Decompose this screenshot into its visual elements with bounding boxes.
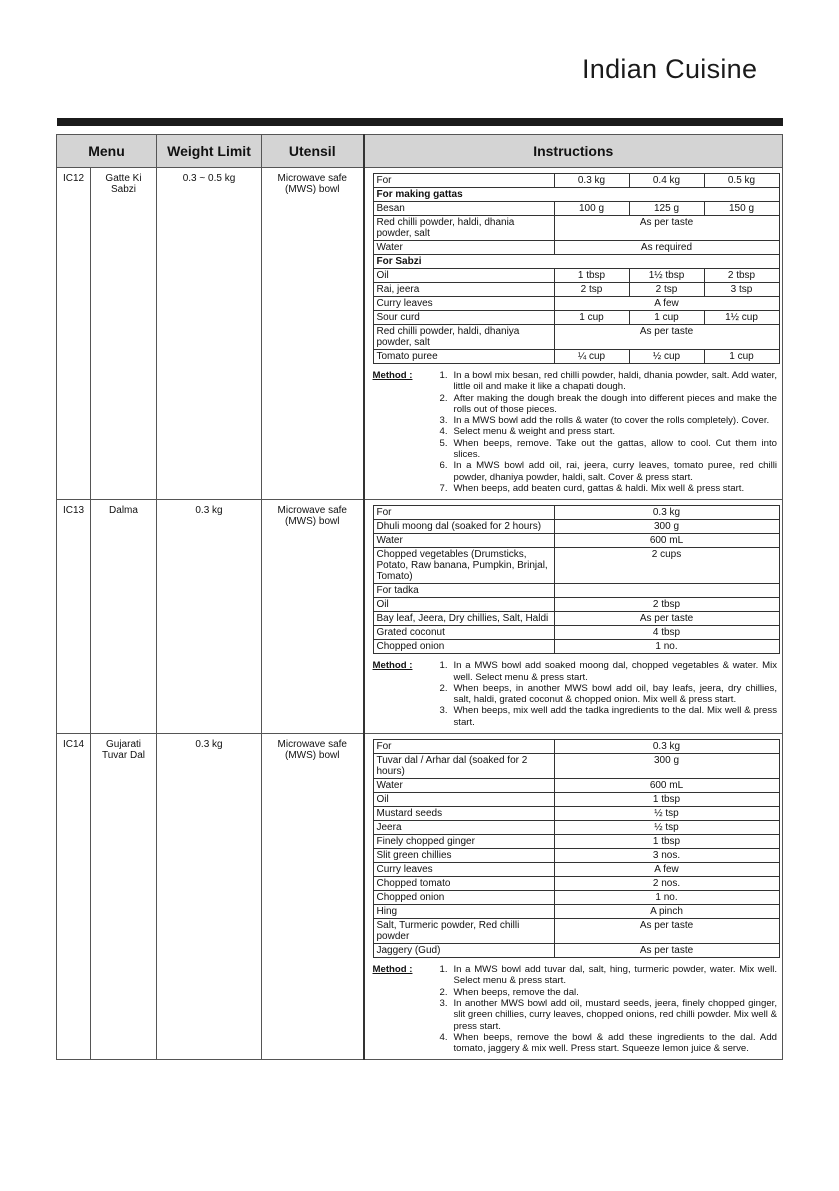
ingredient-quantity: As per taste	[554, 325, 779, 350]
ingredient-quantity: 0.4 kg	[629, 174, 704, 188]
ingredient-quantity: 1½ tbsp	[629, 269, 704, 283]
method-step-text: When beeps, mix well add the tadka ingredients to the dal. Mix well & press start.	[453, 705, 777, 728]
ingredient-row	[373, 255, 779, 269]
ingredient-quantity: 2 cups	[554, 548, 779, 584]
ingredient-name: For	[373, 174, 554, 188]
ingredient-row	[373, 506, 779, 520]
header-weight-limit: Weight Limit	[157, 135, 262, 168]
ingredient-row	[373, 241, 779, 255]
ingredient-row	[373, 325, 779, 350]
method-step	[440, 393, 778, 416]
recipe-table	[56, 134, 783, 1060]
ingredient-quantity: 600 mL	[554, 779, 779, 793]
ingredient-quantity: 0.3 kg	[554, 740, 779, 754]
recipe-row	[57, 168, 783, 500]
ingredient-name: For	[373, 740, 554, 754]
method-step-number: 4.	[439, 426, 448, 438]
ingredient-row	[373, 534, 779, 548]
ingredient-quantity: 1 no.	[554, 640, 779, 654]
ingredient-row	[373, 807, 779, 821]
recipe-menu: Gujarati Tuvar Dal	[91, 734, 157, 1060]
method-step	[440, 660, 778, 683]
recipe-instructions	[364, 734, 783, 1060]
ingredient-quantity: 2 nos.	[554, 877, 779, 891]
ingredient-name: Tomato puree	[373, 350, 554, 364]
recipe-utensil: Microwave safe (MWS) bowl	[262, 500, 364, 734]
method-step-number: 2.	[439, 392, 448, 404]
method-step	[440, 964, 778, 987]
recipe-menu: Dalma	[91, 500, 157, 734]
ingredient-quantity: A few	[554, 863, 779, 877]
ingredient-quantity: 600 mL	[554, 534, 779, 548]
recipe-instructions	[364, 500, 783, 734]
method-block	[373, 660, 778, 728]
ingredient-name: Hing	[373, 905, 554, 919]
ingredient-row	[373, 640, 779, 654]
method-step	[440, 705, 778, 728]
ingredient-row	[373, 779, 779, 793]
ingredient-table	[373, 505, 780, 654]
ingredient-quantity: 1 cup	[629, 311, 704, 325]
ingredient-quantity: 1 tbsp	[554, 835, 779, 849]
method-step-text: In a MWS bowl add tuvar dal, salt, hing, turmeric powder, water. Mix well. Select menu & press start.	[453, 964, 777, 987]
ingredient-name: Mustard seeds	[373, 807, 554, 821]
header-utensil: Utensil	[262, 135, 364, 168]
method-step-number: 3.	[439, 997, 448, 1009]
ingredient-quantity: 2 tsp	[629, 283, 704, 297]
recipe-instructions	[364, 168, 783, 500]
recipe-menu: Gatte Ki Sabzi	[91, 168, 157, 500]
ingredient-name: Red chilli powder, haldi, dhaniya powder, salt	[373, 325, 554, 350]
ingredient-row	[373, 311, 779, 325]
ingredient-row	[373, 821, 779, 835]
ingredient-row	[373, 283, 779, 297]
method-steps	[425, 370, 778, 494]
ingredient-name: Grated coconut	[373, 626, 554, 640]
method-step-text: In another MWS bowl add oil, mustard seeds, jeera, finely chopped ginger, slit green chillies, curry leaves, chopped onions, red chilli powder. Mix well & press start.	[453, 997, 777, 1032]
ingredient-name: Dhuli moong dal (soaked for 2 hours)	[373, 520, 554, 534]
ingredient-name: Sour curd	[373, 311, 554, 325]
ingredient-name: Oil	[373, 793, 554, 807]
method-step	[440, 483, 778, 494]
ingredient-quantity: 1 cup	[554, 311, 629, 325]
method-steps	[425, 964, 778, 1054]
ingredient-name: Chopped vegetables (Drumsticks, Potato, Raw banana, Pumpkin, Brinjal, Tomato)	[373, 548, 554, 584]
ingredient-quantity: 0.5 kg	[704, 174, 779, 188]
ingredient-quantity: 3 tsp	[704, 283, 779, 297]
method-step-text: Select menu & weight and press start.	[453, 426, 616, 438]
method-step-text: When beeps, add beaten curd, gattas & haldi. Mix well & press start.	[453, 482, 745, 494]
ingredient-name: Curry leaves	[373, 863, 554, 877]
ingredient-name: Red chilli powder, haldi, dhania powder, salt	[373, 216, 554, 241]
method-step	[440, 998, 778, 1032]
ingredient-quantity: 1 cup	[704, 350, 779, 364]
recipe-utensil: Microwave safe (MWS) bowl	[262, 734, 364, 1060]
recipe-weight-limit: 0.3 ~ 0.5 kg	[157, 168, 262, 500]
ingredient-quantity: As required	[554, 241, 779, 255]
method-label: Method :	[372, 964, 413, 976]
ingredient-name: Water	[373, 241, 554, 255]
ingredient-quantity: 150 g	[704, 202, 779, 216]
ingredient-name: Slit green chillies	[373, 849, 554, 863]
method-step	[440, 415, 778, 426]
method-step-number: 1.	[439, 964, 448, 976]
method-step-text: When beeps, in another MWS bowl add oil, bay leafs, jeera, dry chillies, salt, haldi, grated coconut & chopped onion. Mix well & press start.	[453, 682, 777, 706]
method-step-number: 7.	[439, 482, 448, 494]
method-step-number: 2.	[439, 986, 448, 998]
ingredient-quantity: 0.3 kg	[554, 506, 779, 520]
ingredient-name: For	[373, 506, 554, 520]
header-menu: Menu	[57, 135, 157, 168]
ingredient-quantity: A few	[554, 297, 779, 311]
ingredient-name: Rai, jeera	[373, 283, 554, 297]
method-steps	[425, 660, 778, 728]
ingredient-quantity: 2 tbsp	[554, 598, 779, 612]
method-step	[440, 460, 778, 483]
ingredient-quantity: 1 tbsp	[554, 269, 629, 283]
ingredient-quantity: ½ tsp	[554, 821, 779, 835]
ingredient-section: For Sabzi	[373, 255, 779, 269]
ingredient-row	[373, 944, 779, 958]
ingredient-row	[373, 793, 779, 807]
ingredient-row	[373, 188, 779, 202]
ingredient-row	[373, 835, 779, 849]
method-step	[440, 426, 778, 437]
ingredient-row	[373, 297, 779, 311]
method-step	[440, 1032, 778, 1055]
recipe-body	[57, 168, 783, 1060]
ingredient-quantity: 100 g	[554, 202, 629, 216]
method-step	[440, 987, 778, 998]
recipe-code: IC14	[57, 734, 91, 1060]
ingredient-name: Chopped onion	[373, 891, 554, 905]
ingredient-name: For tadka	[373, 584, 554, 598]
ingredient-row	[373, 520, 779, 534]
ingredient-name: Oil	[373, 269, 554, 283]
method-step	[440, 370, 778, 393]
ingredient-row	[373, 740, 779, 754]
method-step-number: 1.	[439, 370, 448, 381]
method-step	[440, 683, 778, 706]
ingredient-name: Water	[373, 534, 554, 548]
method-step-text: In a MWS bowl add soaked moong dal, chopped vegetables & water. Mix well. Select menu & press start.	[453, 660, 777, 683]
method-block	[373, 964, 778, 1054]
method-step-text: When beeps, remove the dal.	[453, 986, 579, 998]
recipe-code: IC12	[57, 168, 91, 500]
ingredient-quantity: As per taste	[554, 612, 779, 626]
ingredient-quantity: 300 g	[554, 520, 779, 534]
ingredient-table	[373, 739, 780, 958]
ingredient-quantity: ½ cup	[629, 350, 704, 364]
ingredient-row	[373, 919, 779, 944]
ingredient-quantity: ½ tsp	[554, 807, 779, 821]
ingredient-section: For making gattas	[373, 188, 779, 202]
ingredient-row	[373, 849, 779, 863]
ingredient-row	[373, 174, 779, 188]
recipe-weight-limit: 0.3 kg	[157, 734, 262, 1060]
ingredient-quantity: As per taste	[554, 944, 779, 958]
ingredient-row	[373, 626, 779, 640]
ingredient-row	[373, 863, 779, 877]
ingredient-quantity	[554, 584, 779, 598]
ingredient-name: Salt, Turmeric powder, Red chilli powder	[373, 919, 554, 944]
ingredient-name: Finely chopped ginger	[373, 835, 554, 849]
ingredient-row	[373, 754, 779, 779]
method-step-text: In a bowl mix besan, red chilli powder, haldi, dhania powder, salt. Add water, little oil and make it like a chapati dough.	[453, 370, 777, 393]
ingredient-quantity: As per taste	[554, 216, 779, 241]
ingredient-name: Oil	[373, 598, 554, 612]
header-instructions: Instructions	[364, 135, 783, 168]
ingredient-quantity: 300 g	[554, 754, 779, 779]
method-block	[373, 370, 778, 494]
ingredient-name: Jeera	[373, 821, 554, 835]
ingredient-quantity: As per taste	[554, 919, 779, 944]
method-step-number: 5.	[439, 437, 448, 449]
method-step-number: 6.	[439, 460, 448, 472]
ingredient-name: Tuvar dal / Arhar dal (soaked for 2 hours)	[373, 754, 554, 779]
recipe-weight-limit: 0.3 kg	[157, 500, 262, 734]
ingredient-quantity: 1 tbsp	[554, 793, 779, 807]
ingredient-quantity: 4 tbsp	[554, 626, 779, 640]
page-title: Indian Cuisine	[582, 54, 758, 84]
ingredient-row	[373, 216, 779, 241]
recipe-code: IC13	[57, 500, 91, 734]
ingredient-quantity: 125 g	[629, 202, 704, 216]
ingredient-quantity: ¼ cup	[554, 350, 629, 364]
ingredient-row	[373, 350, 779, 364]
ingredient-quantity: 2 tsp	[554, 283, 629, 297]
ingredient-name: Water	[373, 779, 554, 793]
ingredient-row	[373, 548, 779, 584]
method-step-text: After making the dough break the dough into different pieces and make the rolls out of those pieces.	[453, 392, 777, 415]
ingredient-name: Besan	[373, 202, 554, 216]
ingredient-quantity: 2 tbsp	[704, 269, 779, 283]
method-label: Method :	[372, 370, 413, 381]
table-header-row	[57, 135, 783, 168]
recipe-row	[57, 500, 783, 734]
ingredient-name: Chopped tomato	[373, 877, 554, 891]
ingredient-row	[373, 612, 779, 626]
ingredient-name: Jaggery (Gud)	[373, 944, 554, 958]
method-step-number: 3.	[439, 415, 448, 427]
ingredient-row	[373, 877, 779, 891]
recipe-row	[57, 734, 783, 1060]
ingredient-name: Chopped onion	[373, 640, 554, 654]
ingredient-quantity: 0.3 kg	[554, 174, 629, 188]
ingredient-row	[373, 598, 779, 612]
method-step	[440, 438, 778, 461]
recipe-utensil: Microwave safe (MWS) bowl	[262, 168, 364, 500]
ingredient-name: Bay leaf, Jeera, Dry chillies, Salt, Haldi	[373, 612, 554, 626]
ingredient-quantity: 1 no.	[554, 891, 779, 905]
method-label: Method :	[372, 660, 413, 672]
method-step-text: In a MWS bowl add the rolls & water (to cover the rolls completely). Cover.	[453, 415, 770, 427]
method-step-text: When beeps, remove the bowl & add these ingredients to the dal. Add tomato, jaggery & mix well. Press start. Squeeze lemon juice & serve.	[453, 1031, 777, 1055]
method-step-number: 4.	[439, 1031, 448, 1043]
header-rule	[57, 118, 783, 126]
ingredient-row	[373, 202, 779, 216]
ingredient-quantity: 3 nos.	[554, 849, 779, 863]
method-step-number: 2.	[439, 682, 448, 694]
ingredient-row	[373, 891, 779, 905]
method-step-text: When beeps, remove. Take out the gattas, allow to cool. Cut them into slices.	[453, 437, 777, 461]
ingredient-table	[373, 173, 780, 364]
ingredient-row	[373, 905, 779, 919]
ingredient-name: Curry leaves	[373, 297, 554, 311]
method-step-number: 1.	[439, 660, 448, 672]
ingredient-quantity: 1½ cup	[704, 311, 779, 325]
ingredient-row	[373, 269, 779, 283]
method-step-text: In a MWS bowl add oil, rai, jeera, curry leaves, tomato puree, red chilli powder, dhaniya powder, haldi, salt. Cover & press start.	[453, 460, 777, 483]
ingredient-row	[373, 584, 779, 598]
ingredient-quantity: A pinch	[554, 905, 779, 919]
method-step-number: 3.	[439, 705, 448, 717]
